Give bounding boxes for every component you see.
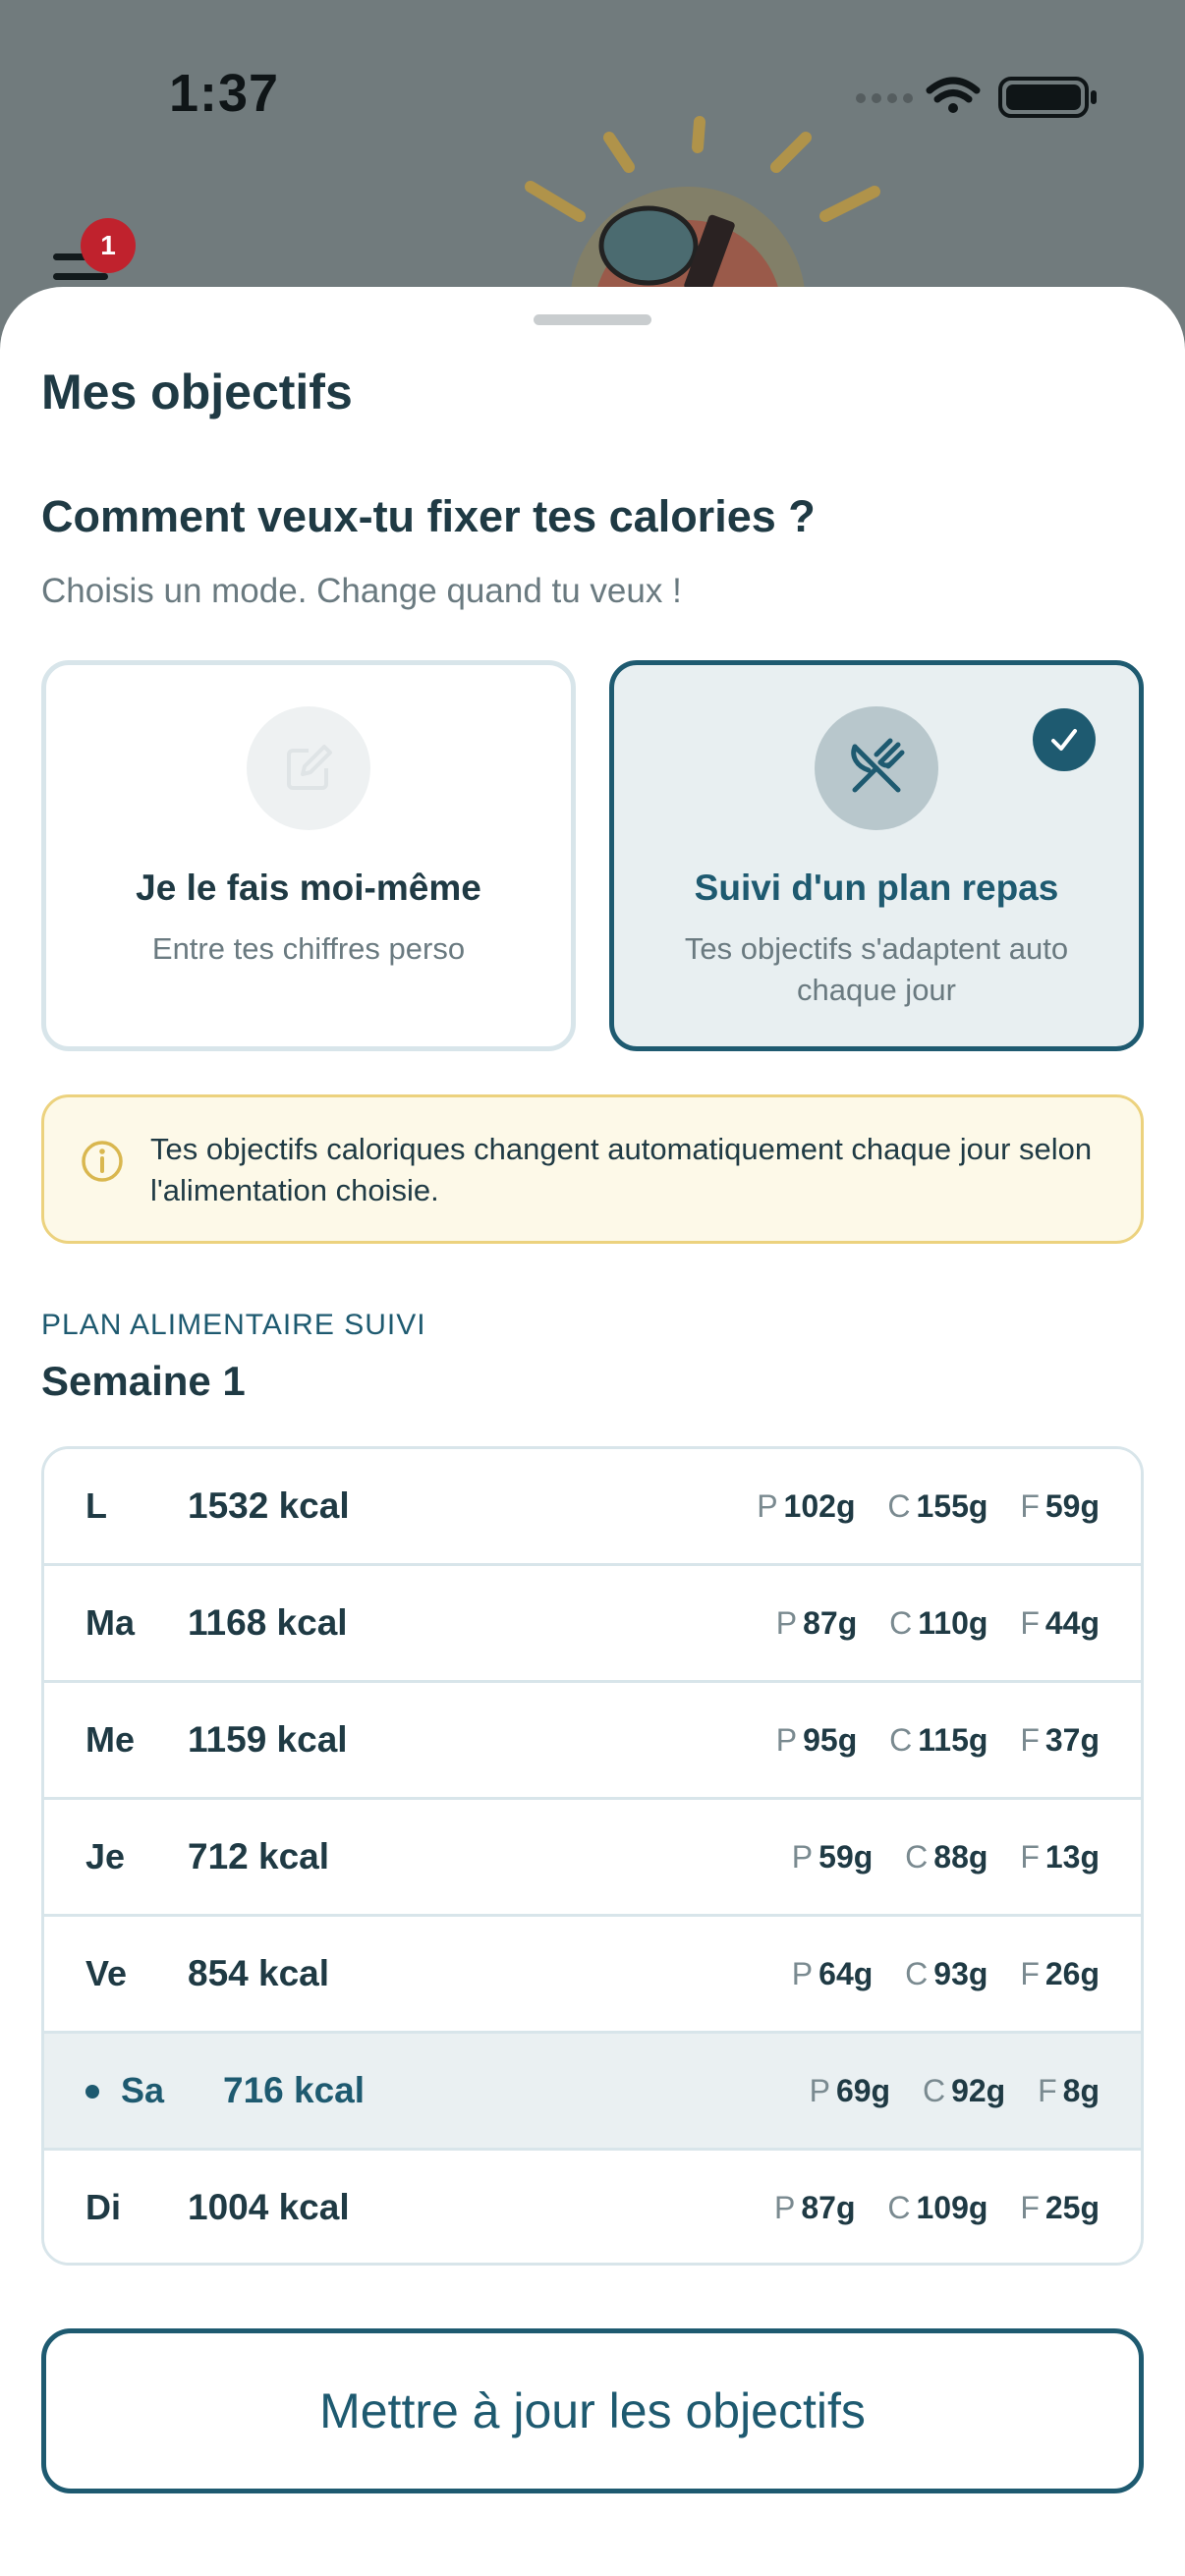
menu-icon-bar: [53, 273, 108, 280]
day-macros: [776, 1566, 1100, 1680]
day-macros: [792, 1800, 1100, 1914]
section-label: PLAN ALIMENTAIRE SUIVI: [41, 1309, 426, 1341]
selected-check-icon: [1033, 708, 1096, 771]
day-kcal: 712 kcal: [188, 1836, 330, 1876]
day-name: Ve: [85, 1953, 128, 1993]
carbs-key: C: [887, 2190, 911, 2225]
day-kcal: 1004 kcal: [188, 2187, 350, 2227]
week-label: Semaine 1: [41, 1358, 246, 1404]
battery-icon: [1000, 79, 1097, 116]
day-name: Di: [85, 2187, 121, 2227]
protein-key: P: [775, 1722, 798, 1758]
protein-key: P: [774, 2190, 796, 2225]
wifi-icon: [930, 81, 977, 113]
mode-description: Entre tes chiffres perso: [151, 931, 466, 966]
notification-badge: 1: [81, 218, 136, 273]
protein-value: 87g: [801, 2190, 856, 2225]
carbs-key: C: [889, 1605, 913, 1641]
sheet-grabber[interactable]: [534, 314, 651, 325]
carbs-value: 110g: [918, 1605, 988, 1641]
day-row-ma: [44, 1566, 1141, 1683]
fat-value: 26g: [1044, 1956, 1100, 1991]
info-text: Tes objectifs caloriques changent automatiquement chaque jour selon l'alimentation choisie.: [150, 1132, 1093, 1207]
protein-key: P: [791, 1956, 814, 1991]
today-indicator: [85, 2085, 99, 2099]
fat-value: 13g: [1044, 1839, 1100, 1875]
day-name: Je: [85, 1836, 126, 1876]
fat-value: 37g: [1044, 1722, 1100, 1758]
fat-value: 44g: [1044, 1605, 1100, 1641]
fat-key: F: [1038, 2073, 1057, 2108]
fork-knife-icon: [815, 706, 938, 830]
day-macros: [757, 1449, 1100, 1563]
mode-label: Suivi d'un plan repas: [694, 868, 1059, 908]
day-kcal: 716 kcal: [223, 2070, 366, 2110]
day-name: Me: [85, 1719, 136, 1760]
mode-card-meal-plan[interactable]: [609, 660, 1144, 1051]
protein-key: P: [791, 1839, 814, 1875]
protein-value: 69g: [835, 2073, 891, 2108]
info-icon: [80, 1139, 125, 1184]
fat-value: 25g: [1044, 2190, 1100, 2225]
day-kcal: 1168 kcal: [188, 1602, 348, 1643]
meal-plan-table: [41, 1446, 1144, 2266]
protein-key: P: [757, 1488, 778, 1524]
protein-value: 95g: [803, 1722, 858, 1758]
protein-value: 87g: [803, 1605, 858, 1641]
fat-value: 59g: [1044, 1488, 1100, 1524]
day-kcal: 854 kcal: [188, 1953, 330, 1993]
day-row-je: [44, 1800, 1141, 1917]
day-macros: [810, 2034, 1100, 2148]
carbs-key: C: [887, 1488, 911, 1524]
carbs-value: 109g: [916, 2190, 988, 2225]
day-kcal: 1532 kcal: [188, 1485, 350, 1526]
mode-card-manual[interactable]: [41, 660, 576, 1051]
carbs-value: 88g: [933, 1839, 988, 1875]
fat-key: F: [1020, 1839, 1040, 1875]
fat-key: F: [1020, 1722, 1040, 1758]
fat-key: F: [1020, 1956, 1040, 1991]
fat-key: F: [1020, 1488, 1040, 1524]
protein-value: 102g: [783, 1488, 856, 1524]
calorie-mode-hint: Choisis un mode. Change quand tu veux !: [41, 572, 682, 610]
day-name: L: [85, 1485, 107, 1526]
info-banner: [41, 1094, 1144, 1244]
edit-icon: [247, 706, 370, 830]
goals-sheet: [0, 287, 1185, 2576]
update-goals-button[interactable]: Mettre à jour les objectifs: [41, 2328, 1144, 2493]
carbs-key: C: [922, 2073, 946, 2108]
day-macros: [792, 1917, 1100, 2031]
protein-key: P: [809, 2073, 830, 2108]
sheet-title: Mes objectifs: [41, 364, 353, 420]
mode-description: Tes objectifs s'adaptent auto chaque jour: [684, 931, 1069, 1007]
carbs-key: C: [905, 1839, 929, 1875]
carbs-key: C: [905, 1956, 929, 1991]
carbs-value: 93g: [933, 1956, 988, 1991]
day-kcal: 1159 kcal: [188, 1719, 348, 1760]
status-time: 1:37: [169, 64, 280, 123]
carbs-value: 155g: [916, 1488, 988, 1524]
carbs-value: 92g: [951, 2073, 1006, 2108]
day-row-di: [44, 2151, 1141, 2266]
day-row-l: [44, 1449, 1141, 1566]
fat-value: 8g: [1062, 2073, 1100, 2108]
fat-key: F: [1020, 1605, 1040, 1641]
day-row-sa-today: [44, 2034, 1141, 2151]
cellular-signal-icon: [856, 93, 913, 103]
day-name: Sa: [121, 2070, 165, 2110]
protein-value: 64g: [818, 1956, 874, 1991]
carbs-value: 115g: [918, 1722, 988, 1758]
day-name: Ma: [85, 1602, 136, 1643]
mode-label: Je le fais moi-même: [136, 868, 481, 908]
protein-key: P: [775, 1605, 798, 1641]
day-row-ve: [44, 1917, 1141, 2034]
day-macros: [776, 1683, 1100, 1797]
day-row-me: [44, 1683, 1141, 1800]
calorie-mode-question: Comment veux-tu fixer tes calories ?: [41, 491, 816, 541]
protein-value: 59g: [818, 1839, 874, 1875]
day-macros: [774, 2151, 1100, 2265]
fat-key: F: [1020, 2190, 1040, 2225]
carbs-key: C: [889, 1722, 913, 1758]
